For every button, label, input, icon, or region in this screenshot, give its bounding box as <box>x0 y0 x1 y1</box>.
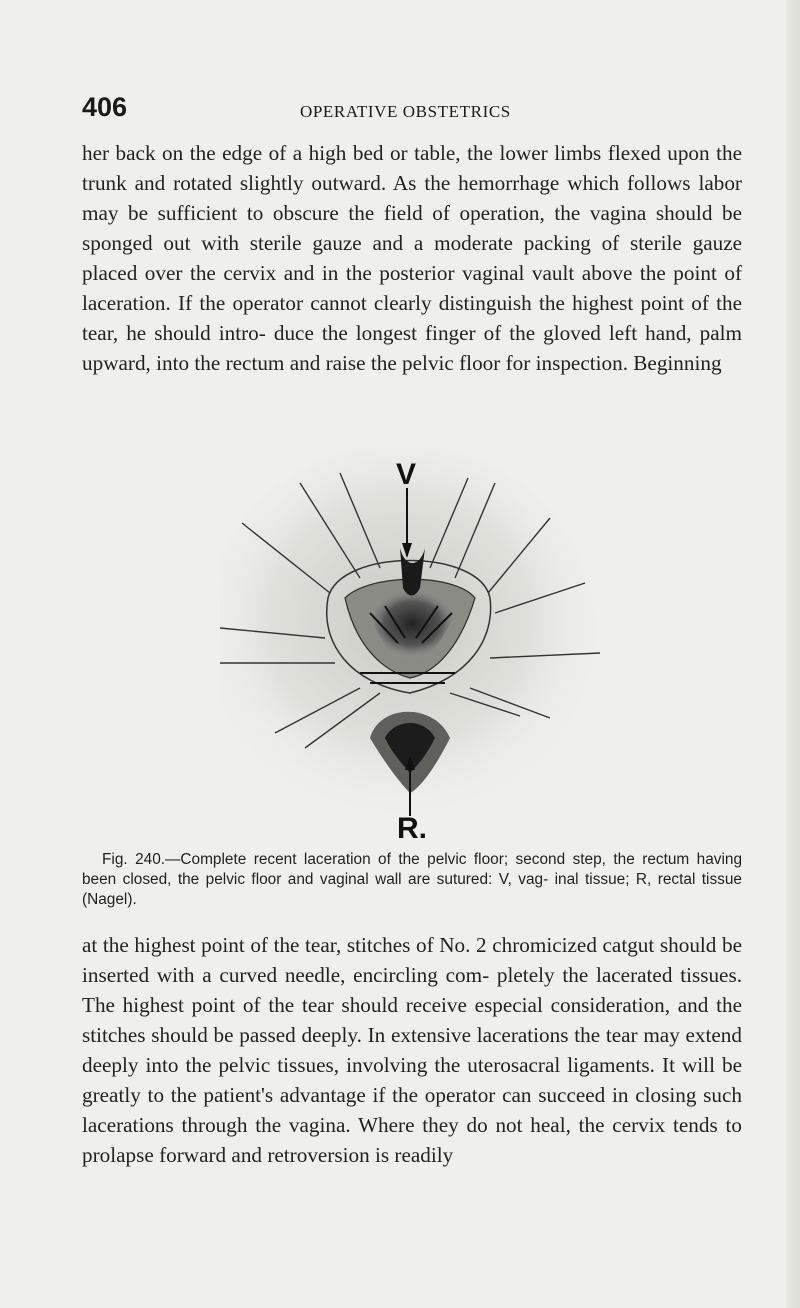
page-header <box>82 92 742 132</box>
figure-240 <box>220 448 620 848</box>
page-edge-shadow <box>786 0 800 1308</box>
figure-caption: Fig. 240.—Complete recent laceration of the pelvic floor; second step, the rectum having been closed, the pelvic floor and vaginal wall are sutured: V, vag- inal tissue; R, rectal tissue (Nagel). <box>82 851 742 908</box>
label-r: R. <box>397 812 427 845</box>
body-paragraph-1: her back on the edge of a high bed or table, the lower limbs flexed upon the trunk and rotated slightly outward. As the hemorrhage which follows labor may be sufficient to obscure the field of operation, the vagina should be sponged out with sterile gauze and a moderate packing of sterile gauze placed over the cervix and in the posterior vaginal vault above the point of laceration. If the operator cannot clearly distinguish the highest point of the tear, he should intro- duce the longest finger of the gloved left hand, palm upward, into the rectum and raise the pelvic floor for inspection. Beginning <box>82 141 742 375</box>
page-number: 406 <box>82 92 128 122</box>
body-paragraph-2: at the highest point of the tear, stitches of No. 2 chromicized catgut should be inserted with a curved needle, encircling com- pletely the lacerated tissues. The highest point of the tear should receive especial consideration, and the stitches should be passed deeply. In extensive lacerations the tear may extend deeply into the pelvic tissues, involving the uterosacral ligaments. It will be greatly to the patient's advantage if the operator can succeed in closing such lacerations through the vagina. Where they do not heal, the cervix tends to prolapse forward and retroversion is readily <box>82 933 742 1167</box>
laceration-illustration <box>220 448 620 848</box>
running-head: OPERATIVE OBSTETRICS <box>300 102 511 121</box>
label-v: V <box>396 458 417 491</box>
